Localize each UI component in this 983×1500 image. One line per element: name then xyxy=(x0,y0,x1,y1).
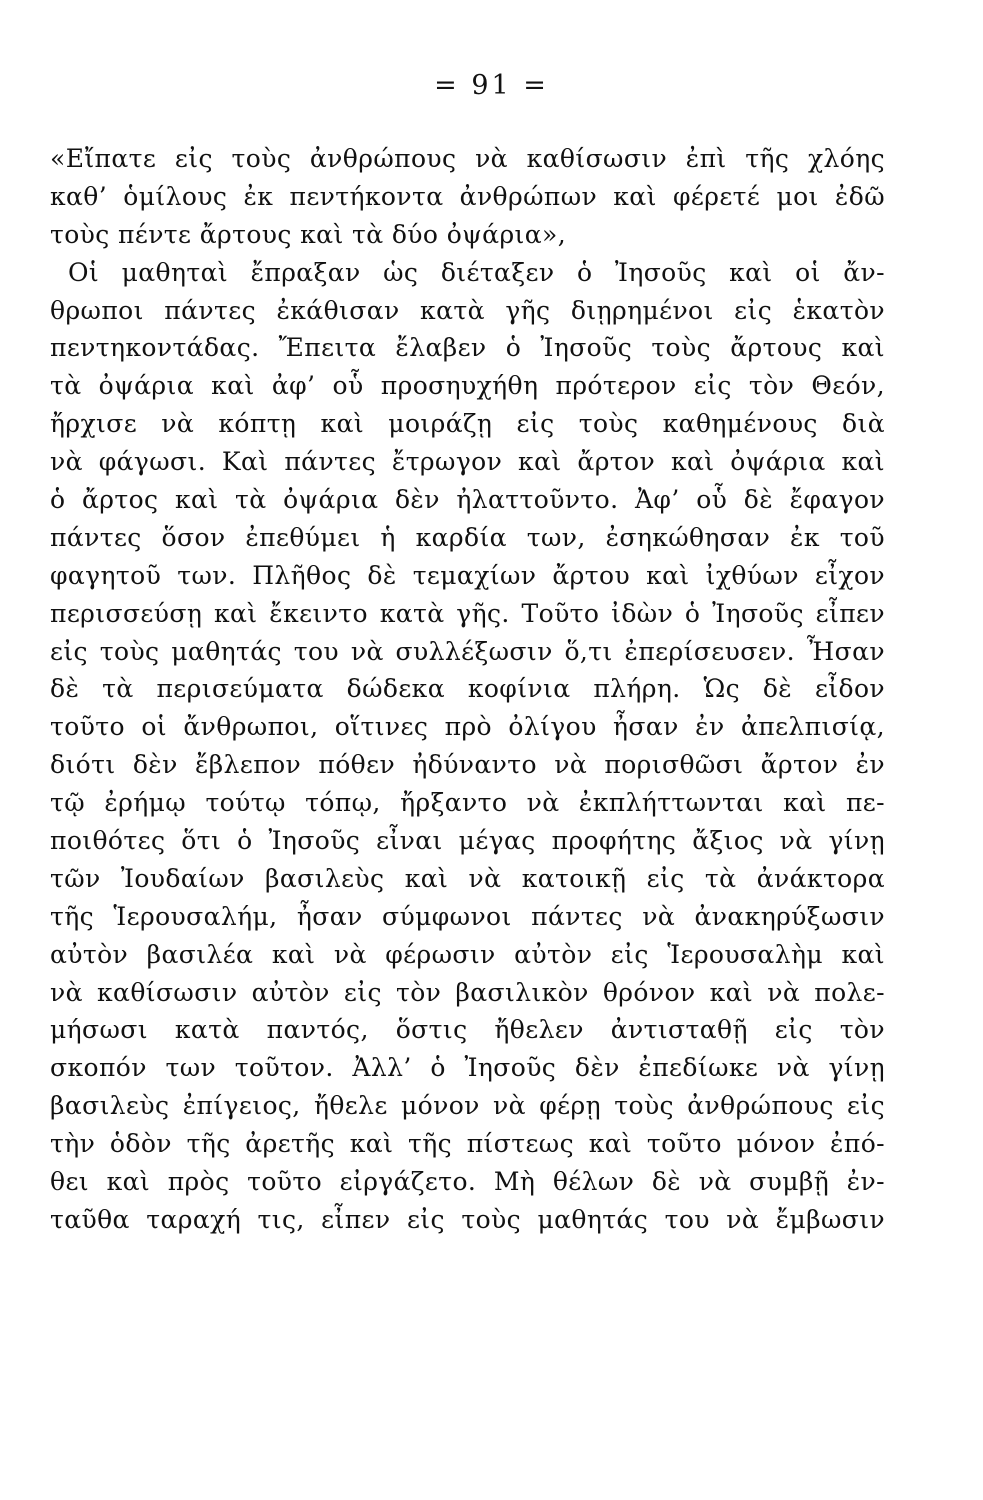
text-line: περισσεύσῃ καὶ ἔκειντο κατὰ γῆς. Τοῦτο ἰδὼν ὁ Ἰησοῦς εἶπεν xyxy=(50,598,885,628)
text-line: πάντες ὅσον ἐπεθύμει ἡ καρδία των, ἐσηκώθησαν ἐκ τοῦ xyxy=(50,522,885,552)
text-line: θρωποι πάντες ἐκάθισαν κατὰ γῆς διῃρημένοι εἰς ἑκατὸν xyxy=(50,295,885,325)
text-line: πεντηκοντάδας. Ἔπειτα ἔλαβεν ὁ Ἰησοῦς τοὺς ἄρτους καὶ xyxy=(50,333,885,363)
text-line: ταῦθα ταραχή τις, εἶπεν εἰς τοὺς μαθητάς του νὰ ἔμβωσιν xyxy=(50,1204,885,1234)
text-line: δὲ τὰ περισεύματα δώδεκα κοφίνια πλήρη. Ὡς δὲ εἶδον xyxy=(50,674,885,704)
text-line: ἤρχισε νὰ κόπτῃ καὶ μοιράζῃ εἰς τοὺς καθημένους διὰ xyxy=(50,409,885,439)
text-line: τὰ ὀψάρια καὶ ἀφ’ οὗ προσηυχήθη πρότερον εἰς τὸν Θεόν, xyxy=(50,371,885,401)
text-line: βασιλεὺς ἐπίγειος, ἤθελε μόνον νὰ φέρῃ τοὺς ἀνθρώπους εἰς xyxy=(50,1091,885,1121)
page-number: = 91 = xyxy=(434,70,549,101)
text-line: ποιθότες ὅτι ὁ Ἰησοῦς εἶναι μέγας προφήτης ἄξιος νὰ γίνῃ xyxy=(50,826,885,856)
text-line: καθ’ ὁμίλους ἐκ πεντήκοντα ἀνθρώπων καὶ φέρετέ μοι ἐδῶ xyxy=(50,181,885,211)
text-line: τῶν Ἰουδαίων βασιλεὺς καὶ νὰ κατοικῇ εἰς τὰ ἀνάκτορα xyxy=(50,863,885,893)
text-line: τοὺς πέντε ἄρτους καὶ τὰ δύο ὀψάρια», xyxy=(50,219,567,249)
text-line: Οἱ μαθηταὶ ἔπραξαν ὡς διέταξεν ὁ Ἰησοῦς καὶ οἱ ἄν- xyxy=(68,257,885,287)
text-line: τῆς Ἱερουσαλήμ, ἦσαν σύμφωνοι πάντες νὰ ἀνακηρύξωσιν xyxy=(50,901,885,931)
text-line: νὰ φάγωσι. Καὶ πάντες ἔτρωγον καὶ ἄρτον καὶ ὀψάρια καὶ xyxy=(50,447,885,477)
text-line: φαγητοῦ των. Πλῆθος δὲ τεμαχίων ἄρτου καὶ ἰχθύων εἶχον xyxy=(50,560,885,590)
text-line: εἰς τοὺς μαθητάς του νὰ συλλέξωσιν ὅ,τι ἐπερίσευσεν. Ἦσαν xyxy=(50,636,885,666)
text-line: νὰ καθίσωσιν αὐτὸν εἰς τὸν βασιλικὸν θρόνον καὶ νὰ πολε- xyxy=(50,977,885,1007)
body-text xyxy=(50,140,885,1239)
text-line: αὐτὸν βασιλέα καὶ νὰ φέρωσιν αὐτὸν εἰς Ἱερουσαλὴμ καὶ xyxy=(50,939,885,969)
text-line: σκοπόν των τοῦτον. Ἀλλ’ ὁ Ἰησοῦς δὲν ἐπεδίωκε νὰ γίνῃ xyxy=(50,1053,885,1083)
text-line: θει καὶ πρὸς τοῦτο εἰργάζετο. Μὴ θέλων δὲ νὰ συμβῇ ἐν- xyxy=(50,1167,885,1197)
text-line: «Εἴπατε εἰς τοὺς ἀνθρώπους νὰ καθίσωσιν ἐπὶ τῆς χλόης xyxy=(50,144,885,173)
text-line: τῷ ἐρήμῳ τούτῳ τόπῳ, ἤρξαντο νὰ ἐκπλήττωνται καὶ πε- xyxy=(50,788,885,818)
text-line: διότι δὲν ἔβλεπον πόθεν ἠδύναντο νὰ πορισθῶσι ἄρτον ἐν xyxy=(50,750,885,780)
text-line: μήσωσι κατὰ παντός, ὅστις ἤθελεν ἀντισταθῇ εἰς τὸν xyxy=(50,1015,885,1045)
text-line: ὁ ἄρτος καὶ τὰ ὀψάρια δὲν ἠλαττοῦντο. Ἀφ’ οὗ δὲ ἔφαγον xyxy=(50,485,885,515)
text-line: τοῦτο οἱ ἄνθρωποι, οἵτινες πρὸ ὀλίγου ἦσαν ἐν ἀπελπισίᾳ, xyxy=(50,712,885,742)
text-line: τὴν ὁδὸν τῆς ἀρετῆς καὶ τῆς πίστεως καὶ τοῦτο μόνον ἐπό- xyxy=(50,1129,885,1159)
